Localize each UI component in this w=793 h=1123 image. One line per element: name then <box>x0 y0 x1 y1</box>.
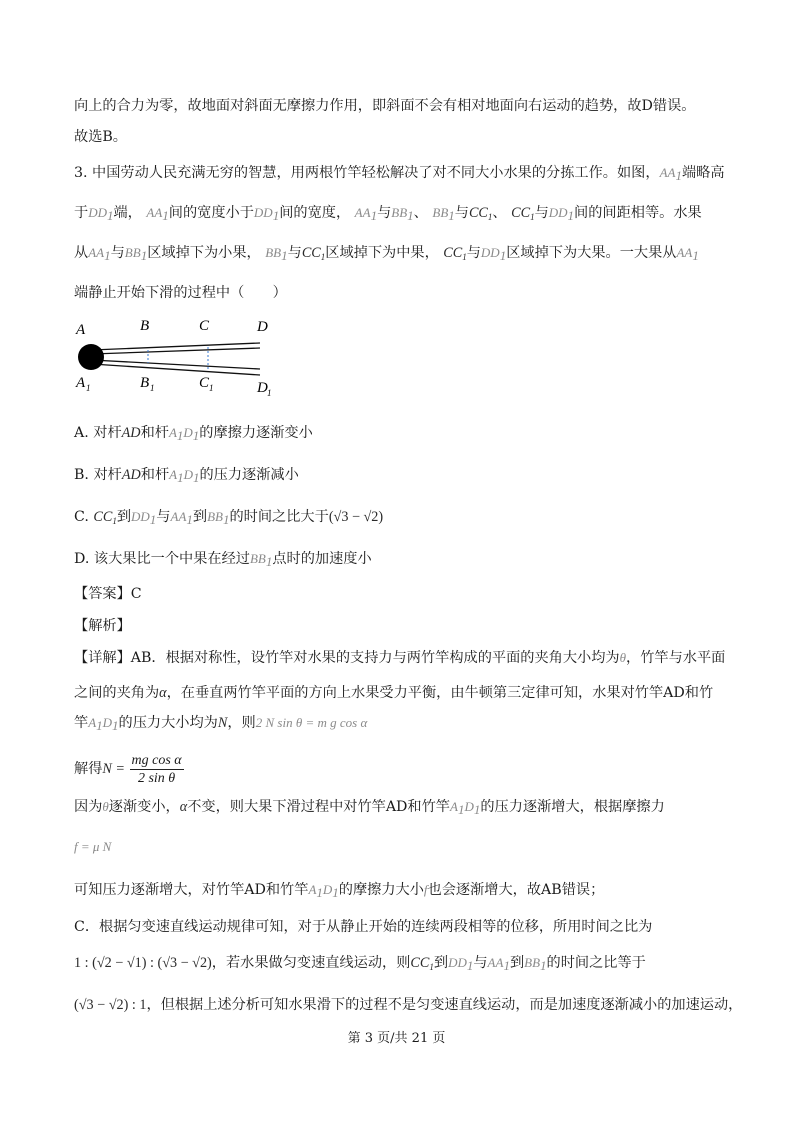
explanation-line: 之间的夹角为α，在垂直两竹竿平面的方向上水果受力平衡，由牛顿第三定律可知，水果对竹竿AD和竹 <box>74 685 714 701</box>
label-C: C <box>199 318 210 334</box>
label-B1: B <box>140 375 150 391</box>
option-b: B. 对杆AD和杆$A_1D_1$的压力逐渐减小 <box>74 467 299 485</box>
pole-A1D1 <box>92 360 260 369</box>
option-d: D. 该大果比一个中果在经过$BB_1$点时的加速度小 <box>74 551 372 569</box>
label-D: D <box>257 319 268 335</box>
page-footer: 第 3 页/共 21 页 <box>347 1031 446 1046</box>
answer: 【答案】C <box>74 586 142 602</box>
fraction: $\frac{\text{mg cos α}}{\text{2 sin θ}}$ <box>131 752 182 786</box>
explanation-line: 可知压力逐渐增大，对竹竿AD和竹竿$A_1D_1$的摩擦力大小f也会逐渐增大，故AB错误； <box>74 882 605 900</box>
explanation-line: 1 : (√2 − √1) : (√3 − √2)，若水果做匀变速直线运动，则$CC_1$到$DD_1$与$AA_1$到$BB_1$的时间之比等于 <box>74 955 646 973</box>
label-C1: C <box>199 375 210 391</box>
label-A1: A <box>76 375 86 391</box>
equation-N: 解得N = $\frac{\text{mg cos α}}{\text{2 sin θ}}$ <box>74 752 182 786</box>
explanation-line: 因为θ逐渐变小，α不变，则大果下滑过程中对竹竿AD和竹竿$A_1D_1$的压力逐渐增大，根据摩擦力 <box>74 799 665 817</box>
bamboo-pole-figure <box>70 314 280 404</box>
text-line: 向上的合力为零，故地面对斜面无摩擦力作用，即斜面不会有相对地面向右运动的趋势，故D错误。 <box>74 98 696 114</box>
label-B: B <box>140 318 150 334</box>
label-A: A <box>76 322 86 338</box>
option-c: C. $CC_1$到$DD_1$与$AA_1$到$BB_1$的时间之比大于(√3 − √2) <box>74 509 384 527</box>
explanation-line: 竿$A_1D_1$的压力大小均为N，则2 N sin θ = m g cos α <box>74 715 368 733</box>
label-A1-sub: 1 <box>86 383 91 393</box>
explanation-line: C．根据匀变速直线运动规律可知，对于从静止开始的连续两段相等的位移，所用时间之比为 <box>74 919 653 935</box>
label-D1: D <box>257 380 268 396</box>
option-a: A. 对杆AD和杆$A_1D_1$的摩擦力逐渐变小 <box>74 425 313 443</box>
label-B1-sub: 1 <box>150 383 155 393</box>
question-3-stem: 3. 中国劳动人民充满无穷的智慧，用两根竹竿轻松解决了对不同大小水果的分拣工作。如图，$AA_1$端略高 <box>74 165 725 183</box>
text-line: 故选B。 <box>74 129 127 145</box>
fruit <box>78 344 104 370</box>
explanation-line: 【详解】AB．根据对称性，设竹竿对水果的支持力与两竹竿构成的平面的夹角大小均为θ，竹竿与水平面 <box>74 650 726 666</box>
label-C1-sub: 1 <box>209 383 214 393</box>
friction-formula: f = μ N <box>74 839 112 854</box>
question-3-stem: 于$DD_1$端， $AA_1$间的宽度小于$DD_1$间的宽度， $AA_1$与$BB_1$、 $BB_1$与$CC_1$、 $CC_1$与$DD_1$间的间距相等。水果 <box>74 205 702 223</box>
label-D1-sub: 1 <box>267 388 272 398</box>
explanation-line: (√3 − √2) : 1，但根据上述分析可知水果滑下的过程不是匀变速直线运动，而是加速度逐渐减小的加速运动， <box>74 997 743 1013</box>
question-3-stem: 端静止开始下滑的过程中（ ） <box>74 285 287 301</box>
pole-A1D1 <box>92 364 260 375</box>
question-3-stem: 从$AA_1$与$BB_1$区域掉下为小果， $BB_1$与$CC_1$区域掉下为中果， $CC_1$与$DD_1$区域掉下为大果。一大果从$AA_1$ <box>74 245 699 263</box>
analysis-heading: 【解析】 <box>74 618 131 634</box>
